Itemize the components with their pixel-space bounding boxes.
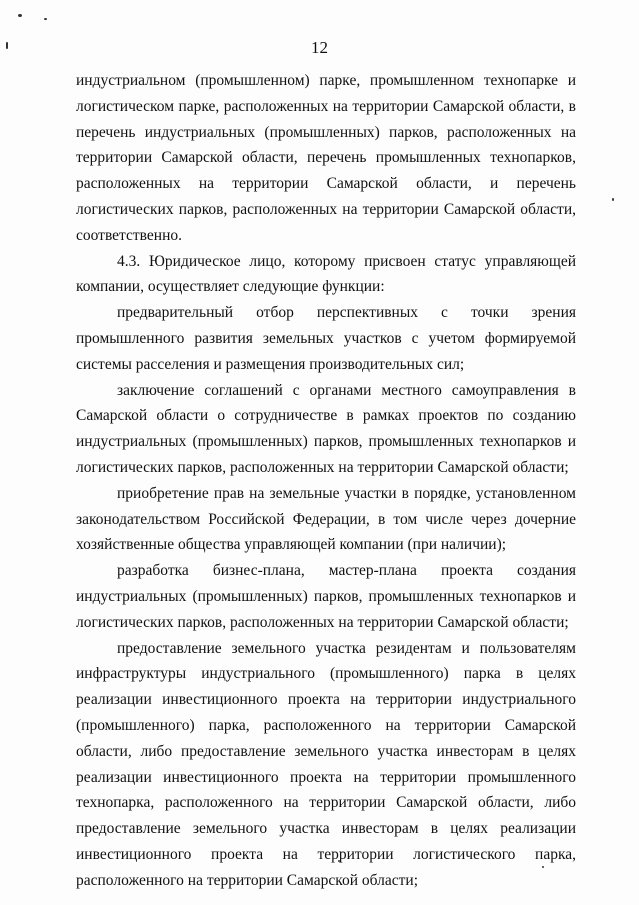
paragraph-function-land-rights: приобретение прав на земельные участки в порядке, установленном законодательством Российской Федерации, в том числе через дочерние хозяйственные общества управляющей компании (при наличии); — [76, 484, 576, 554]
paragraph-section-4-3: 4.3. Юридическое лицо, которому присвоен статус управляющей компании, осуществляет следующие функции: — [76, 252, 576, 296]
paragraph-function-agreements: заключение соглашений с органами местного самоуправления в Самарской области о сотрудничестве в рамках проектов по созданию индустриальных (промышленных) парков, промышленных технопарков и логистических парков, расположенных на территории Самарской области; — [76, 381, 576, 476]
paragraph-function-business-plan: разработка бизнес-плана, мастер-плана проекта создания индустриальных (промышленных) парков, промышленных технопарков и логистических парков, расположенных на территории Самарской области; — [76, 562, 576, 631]
scan-speck — [612, 198, 614, 201]
page-number: 12 — [311, 38, 328, 57]
paragraph-function-land-provision: предоставление земельного участка резидентам и пользователям инфраструктуры индустриального (промышленного) парка в целях реализации инвестиционного проекта на территории индустриального (промышленного) парка, расположенного на территории Самарской области, либо предоставление земельного участка инвесторам в целях реализации инвестиционного проекта на территории промышленного технопарка, расположенного на территории Самарской области, либо предоставление земельного участка инвесторам в целях реализации инвестиционного проекта на территории логистического парка, расположенного на территории Самарской области; — [76, 639, 576, 889]
document-body — [76, 68, 576, 894]
paragraph-function-preselection: предварительный отбор перспективных с точки зрения промышленного развития земельных участков с учетом формируемой системы расселения и размещения производительных сил; — [76, 304, 576, 373]
scan-speck — [44, 18, 47, 20]
scan-speck — [18, 14, 22, 17]
paragraph-continuation: индустриальном (промышленном) парке, промышленном технопарке и логистическом парке, расположенных на территории Самарской области, в перечень индустриальных (промышленных) парков, расположенных на территории Самарской области, перечень промышленных технопарков, расположенных на территории Самарской области, и перечень логистических парков, расположенных на территории Самарской области, соответственно. — [76, 72, 576, 244]
